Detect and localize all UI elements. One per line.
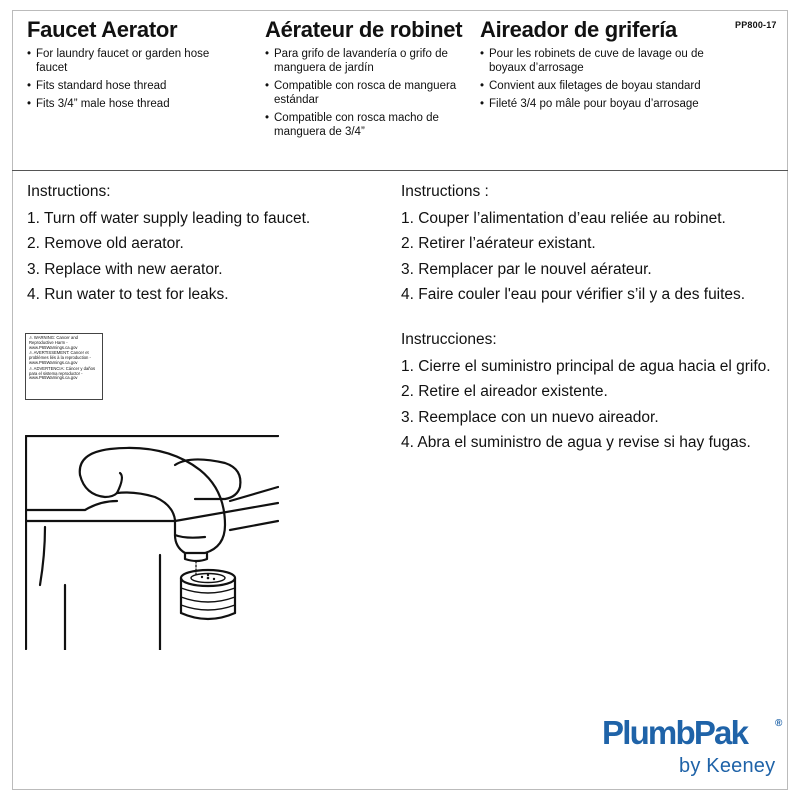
registered-mark: ® bbox=[775, 718, 783, 729]
instruction-step: 1. Cierre el suministro principal de agua hacia el grifo. bbox=[401, 357, 771, 375]
column-french-title bbox=[265, 18, 465, 143]
instructions-heading: Instrucciones: bbox=[401, 331, 497, 348]
instruction-step: 2. Remove old aerator. bbox=[27, 235, 184, 252]
warning-line: ⚠ AVERTISSEMENT: Cancer et problèmes liés à la reproduction - www.P65Warnings.ca.gov bbox=[29, 350, 91, 365]
feature-item: • Pour les robinets de cuve de lavage ou de boyaux d’arrosage bbox=[480, 47, 710, 75]
title-english: Faucet Aerator bbox=[27, 17, 178, 42]
instructions-spanish bbox=[401, 327, 781, 456]
warning-line: ⚠ WARNING: Cancer and Reproductive Harm - www.P65Warnings.ca.gov bbox=[29, 335, 78, 350]
feature-item: • Fits 3/4” male hose thread bbox=[27, 97, 227, 111]
title-spanish: Aireador de grifería bbox=[480, 17, 677, 42]
features-french bbox=[480, 47, 710, 111]
instructions-french bbox=[401, 179, 781, 308]
instructions-heading: Instructions: bbox=[27, 183, 111, 200]
feature-item: • Fileté 3/4 po mâle pour boyau d’arrosage bbox=[480, 97, 710, 111]
instruction-step: 1. Turn off water supply leading to faucet. bbox=[27, 209, 311, 227]
features-spanish bbox=[265, 47, 465, 139]
feature-item: • Para grifo de lavandería o grifo de manguera de jardín bbox=[265, 47, 465, 75]
instructions-english bbox=[27, 179, 387, 308]
brand-name: PlumbPak bbox=[602, 714, 748, 751]
prop65-warning-box bbox=[25, 333, 103, 400]
feature-item: • For laundry faucet or garden hose faucet bbox=[27, 47, 227, 75]
column-english bbox=[27, 18, 227, 115]
instruction-step: 2. Retire el aireador existente. bbox=[401, 383, 608, 400]
instruction-step: 4. Faire couler l'eau pour vérifier s’il y a des fuites. bbox=[401, 286, 746, 303]
instruction-step: 2. Retirer l’aérateur existant. bbox=[401, 235, 596, 252]
instruction-step: 1. Couper l’alimentation d’eau reliée au robinet. bbox=[401, 209, 726, 227]
column-spanish-title bbox=[480, 18, 710, 115]
warning-line: ⚠ ADVERTENCIA: Cáncer y daños para el sistema reproductor - www.P65Warnings.ca.gov bbox=[29, 365, 96, 381]
feature-item: • Fits standard hose thread bbox=[27, 79, 227, 93]
product-code: PP800-17 bbox=[735, 20, 777, 30]
instruction-step: 4. Run water to test for leaks. bbox=[27, 286, 229, 303]
instruction-step: 4. Abra el suministro de agua y revise si hay fugas. bbox=[401, 434, 751, 451]
title-french: Aérateur de robinet bbox=[265, 17, 463, 42]
instruction-step: 3. Remplacer par le nouvel aérateur. bbox=[401, 260, 652, 278]
feature-item: • Convient aux filetages de boyau standard bbox=[480, 79, 710, 93]
faucet-illustration bbox=[25, 435, 279, 650]
feature-item: • Compatible con rosca de manguera estándar bbox=[265, 79, 465, 107]
instructions-heading: Instructions : bbox=[401, 183, 489, 200]
brand-byline: by Keeney bbox=[679, 755, 776, 777]
instruction-step: 3. Reemplace con un nuevo aireador. bbox=[401, 408, 659, 426]
plumbpak-logo bbox=[602, 715, 787, 790]
feature-item: • Compatible con rosca macho de manguera de 3/4” bbox=[265, 111, 465, 139]
divider bbox=[12, 170, 788, 171]
features-english bbox=[27, 47, 227, 111]
instruction-step: 3. Replace with new aerator. bbox=[27, 260, 223, 278]
